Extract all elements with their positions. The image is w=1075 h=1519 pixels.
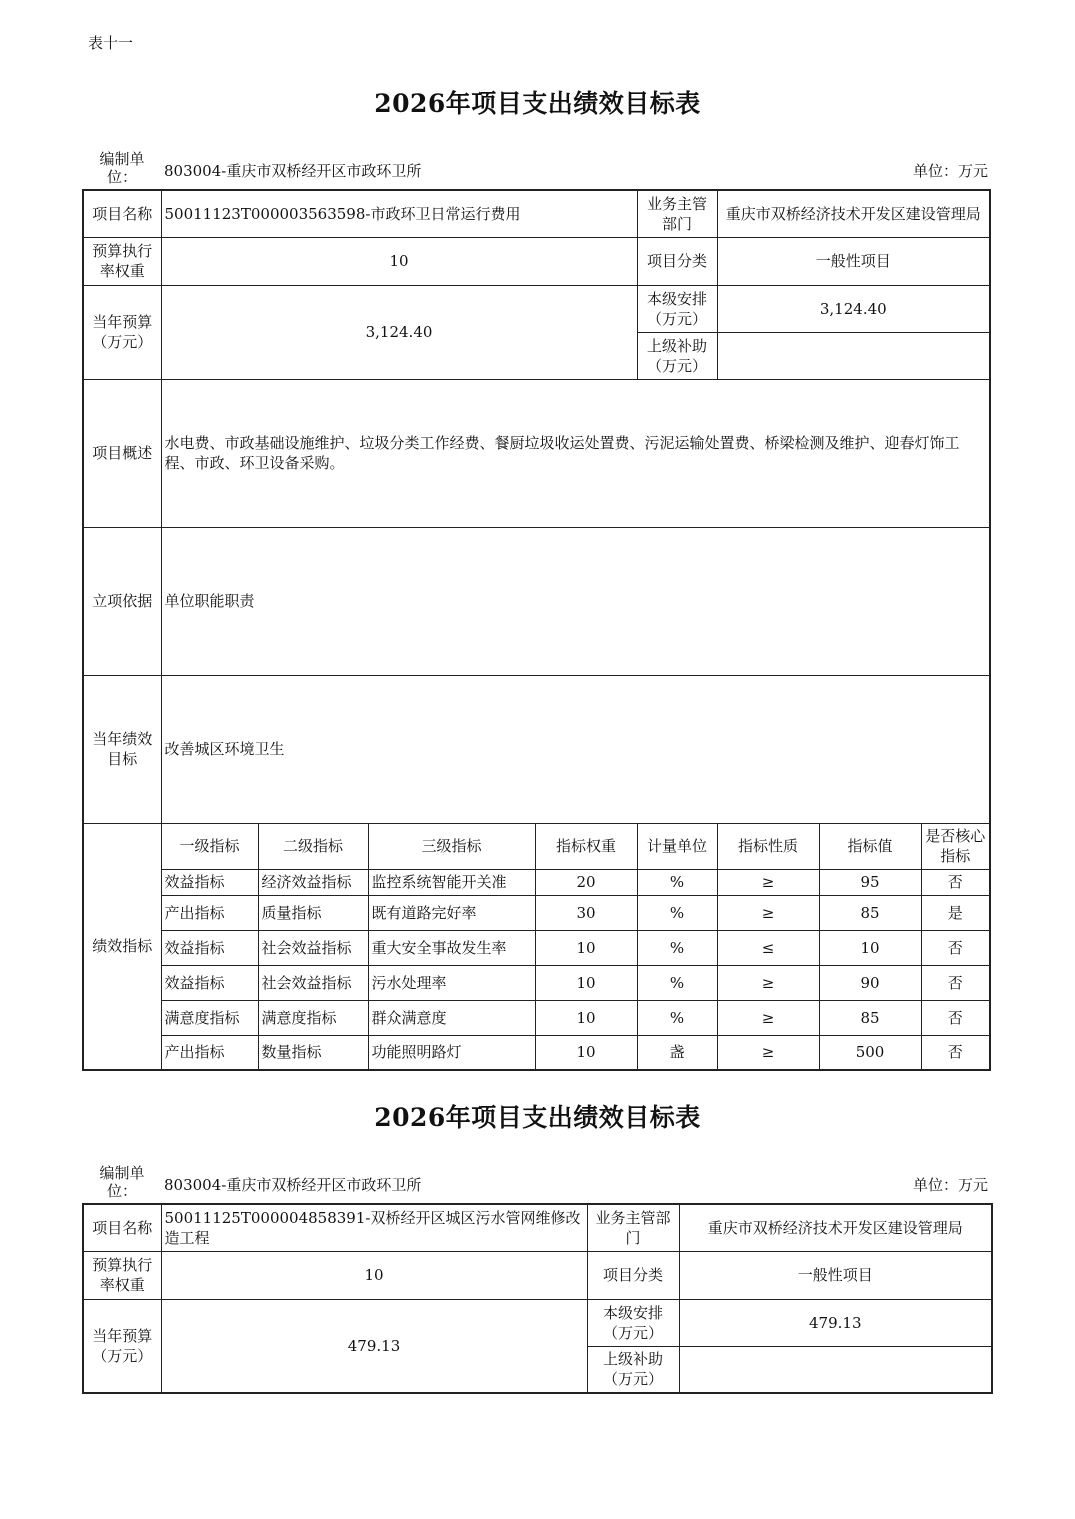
- project-name-row: [83, 190, 990, 237]
- exec-weight-value: 10: [161, 237, 637, 285]
- cell-nature: ≥: [717, 965, 819, 1000]
- cell-level1: 效益指标: [161, 869, 258, 895]
- cell-level2: 满意度指标: [258, 1000, 368, 1035]
- cell-unit: %: [637, 895, 717, 930]
- cell-level1: 产出指标: [161, 1035, 258, 1070]
- header-weight: 指标权重: [535, 823, 637, 869]
- header-nature: 指标性质: [717, 823, 819, 869]
- performance-form-1: [82, 189, 991, 1071]
- budget-label: 当年预算（万元）: [83, 1299, 161, 1393]
- project-name-label: 项目名称: [83, 1204, 161, 1251]
- cell-nature: ≥: [717, 869, 819, 895]
- basis-label: 立项依据: [83, 527, 161, 675]
- cell-nature: ≥: [717, 1035, 819, 1070]
- cell-core: 否: [921, 965, 990, 1000]
- indicator-row: [83, 930, 990, 965]
- cell-level3: 污水处理率: [368, 965, 535, 1000]
- header-value: 指标值: [819, 823, 921, 869]
- cell-core: 否: [921, 869, 990, 895]
- cell-level1: 效益指标: [161, 930, 258, 965]
- exec-weight-label: 预算执行率权重: [83, 237, 161, 285]
- indicator-header-row: [83, 823, 990, 869]
- category-value: 一般性项目: [717, 237, 990, 285]
- exec-weight-row: [83, 1251, 992, 1299]
- cell-level2: 社会效益指标: [258, 930, 368, 965]
- performance-form-2: [82, 1203, 993, 1394]
- cell-level3: 重大安全事故发生率: [368, 930, 535, 965]
- org-value: 803004-重庆市双桥经开区市政环卫所: [164, 162, 422, 180]
- exec-weight-label: 预算执行率权重: [83, 1251, 161, 1299]
- cell-level1: 满意度指标: [161, 1000, 258, 1035]
- cell-level2: 社会效益指标: [258, 965, 368, 1000]
- cell-nature: ≥: [717, 1000, 819, 1035]
- page-title: 2026年项目支出绩效目标表: [374, 89, 701, 118]
- unit-label: 单位：万元: [912, 1176, 988, 1194]
- budget-row: [83, 1299, 992, 1346]
- meta-row: [82, 146, 992, 190]
- goal-value: 改善城区环境卫生: [161, 675, 990, 823]
- indicator-row: [83, 895, 990, 930]
- cell-unit: %: [637, 869, 717, 895]
- upper-value: [717, 332, 990, 379]
- cell-level1: 效益指标: [161, 965, 258, 1000]
- project-name-value: 50011125T000004858391-双桥经开区城区污水管网维修改造工程: [161, 1204, 587, 1251]
- indicator-row: [83, 965, 990, 1000]
- indicator-row: [83, 1000, 990, 1035]
- cell-unit: 盏: [637, 1035, 717, 1070]
- cell-core: 否: [921, 1035, 990, 1070]
- budget-row: [83, 285, 990, 332]
- cell-level3: 既有道路完好率: [368, 895, 535, 930]
- budget-value: 3,124.40: [161, 285, 637, 379]
- cell-nature: ≤: [717, 930, 819, 965]
- org-value: 803004-重庆市双桥经开区市政环卫所: [164, 1176, 422, 1194]
- dept-label: 业务主管部门: [587, 1204, 679, 1251]
- overview-row: [83, 379, 990, 527]
- local-label: 本级安排（万元）: [637, 285, 717, 332]
- header-level2: 二级指标: [258, 823, 368, 869]
- cell-unit: %: [637, 965, 717, 1000]
- cell-unit: %: [637, 930, 717, 965]
- cell-weight: 10: [535, 1035, 637, 1070]
- dept-value: 重庆市双桥经济技术开发区建设管理局: [717, 190, 990, 237]
- local-value: 479.13: [679, 1299, 992, 1346]
- cell-nature: ≥: [717, 895, 819, 930]
- page-title: 2026年项目支出绩效目标表: [374, 1103, 701, 1132]
- header-unit: 计量单位: [637, 823, 717, 869]
- cell-level2: 经济效益指标: [258, 869, 368, 895]
- indicator-row: [83, 1035, 990, 1070]
- dept-value: 重庆市双桥经济技术开发区建设管理局: [679, 1204, 992, 1251]
- cell-weight: 20: [535, 869, 637, 895]
- exec-weight-value: 10: [161, 1251, 587, 1299]
- project-name-label: 项目名称: [83, 190, 161, 237]
- org-label: 编制单位：: [99, 1164, 145, 1200]
- cell-value: 85: [819, 895, 921, 930]
- cell-level3: 群众满意度: [368, 1000, 535, 1035]
- cell-value: 95: [819, 869, 921, 895]
- upper-label: 上级补助（万元）: [587, 1346, 679, 1393]
- category-label: 项目分类: [587, 1251, 679, 1299]
- cell-level1: 产出指标: [161, 895, 258, 930]
- indicators-label: 绩效指标: [83, 823, 161, 1070]
- cell-weight: 10: [535, 1000, 637, 1035]
- cell-value: 90: [819, 965, 921, 1000]
- cell-weight: 10: [535, 965, 637, 1000]
- header-level1: 一级指标: [161, 823, 258, 869]
- org-label: 编制单位：: [99, 150, 145, 186]
- category-value: 一般性项目: [679, 1251, 992, 1299]
- cell-weight: 30: [535, 895, 637, 930]
- category-label: 项目分类: [637, 237, 717, 285]
- cell-core: 是: [921, 895, 990, 930]
- exec-weight-row: [83, 237, 990, 285]
- cell-level2: 数量指标: [258, 1035, 368, 1070]
- local-label: 本级安排（万元）: [587, 1299, 679, 1346]
- overview-value: 水电费、市政基础设施维护、垃圾分类工作经费、餐厨垃圾收运处置费、污泥运输处置费、桥梁检测及维护、迎春灯饰工程、市政、环卫设备采购。: [161, 379, 990, 527]
- header-core: 是否核心指标: [921, 823, 990, 869]
- cell-value: 500: [819, 1035, 921, 1070]
- upper-label: 上级补助（万元）: [637, 332, 717, 379]
- goal-row: [83, 675, 990, 823]
- basis-value: 单位职能职责: [161, 527, 990, 675]
- upper-value: [679, 1346, 992, 1393]
- cell-unit: %: [637, 1000, 717, 1035]
- cell-weight: 10: [535, 930, 637, 965]
- table-number-tag: 表十一: [88, 34, 134, 52]
- overview-label: 项目概述: [83, 379, 161, 527]
- dept-label: 业务主管部门: [637, 190, 717, 237]
- indicator-row: [83, 869, 990, 895]
- header-level3: 三级指标: [368, 823, 535, 869]
- cell-level3: 监控系统智能开关准: [368, 869, 535, 895]
- cell-value: 10: [819, 930, 921, 965]
- cell-level2: 质量指标: [258, 895, 368, 930]
- cell-core: 否: [921, 930, 990, 965]
- unit-label: 单位：万元: [912, 162, 988, 180]
- cell-core: 否: [921, 1000, 990, 1035]
- meta-row: [82, 1160, 992, 1204]
- cell-level3: 功能照明路灯: [368, 1035, 535, 1070]
- budget-label: 当年预算（万元）: [83, 285, 161, 379]
- basis-row: [83, 527, 990, 675]
- cell-value: 85: [819, 1000, 921, 1035]
- project-name-value: 50011123T000003563598-市政环卫日常运行费用: [161, 190, 637, 237]
- budget-value: 479.13: [161, 1299, 587, 1393]
- local-value: 3,124.40: [717, 285, 990, 332]
- project-name-row: [83, 1204, 992, 1251]
- goal-label: 当年绩效目标: [83, 675, 161, 823]
